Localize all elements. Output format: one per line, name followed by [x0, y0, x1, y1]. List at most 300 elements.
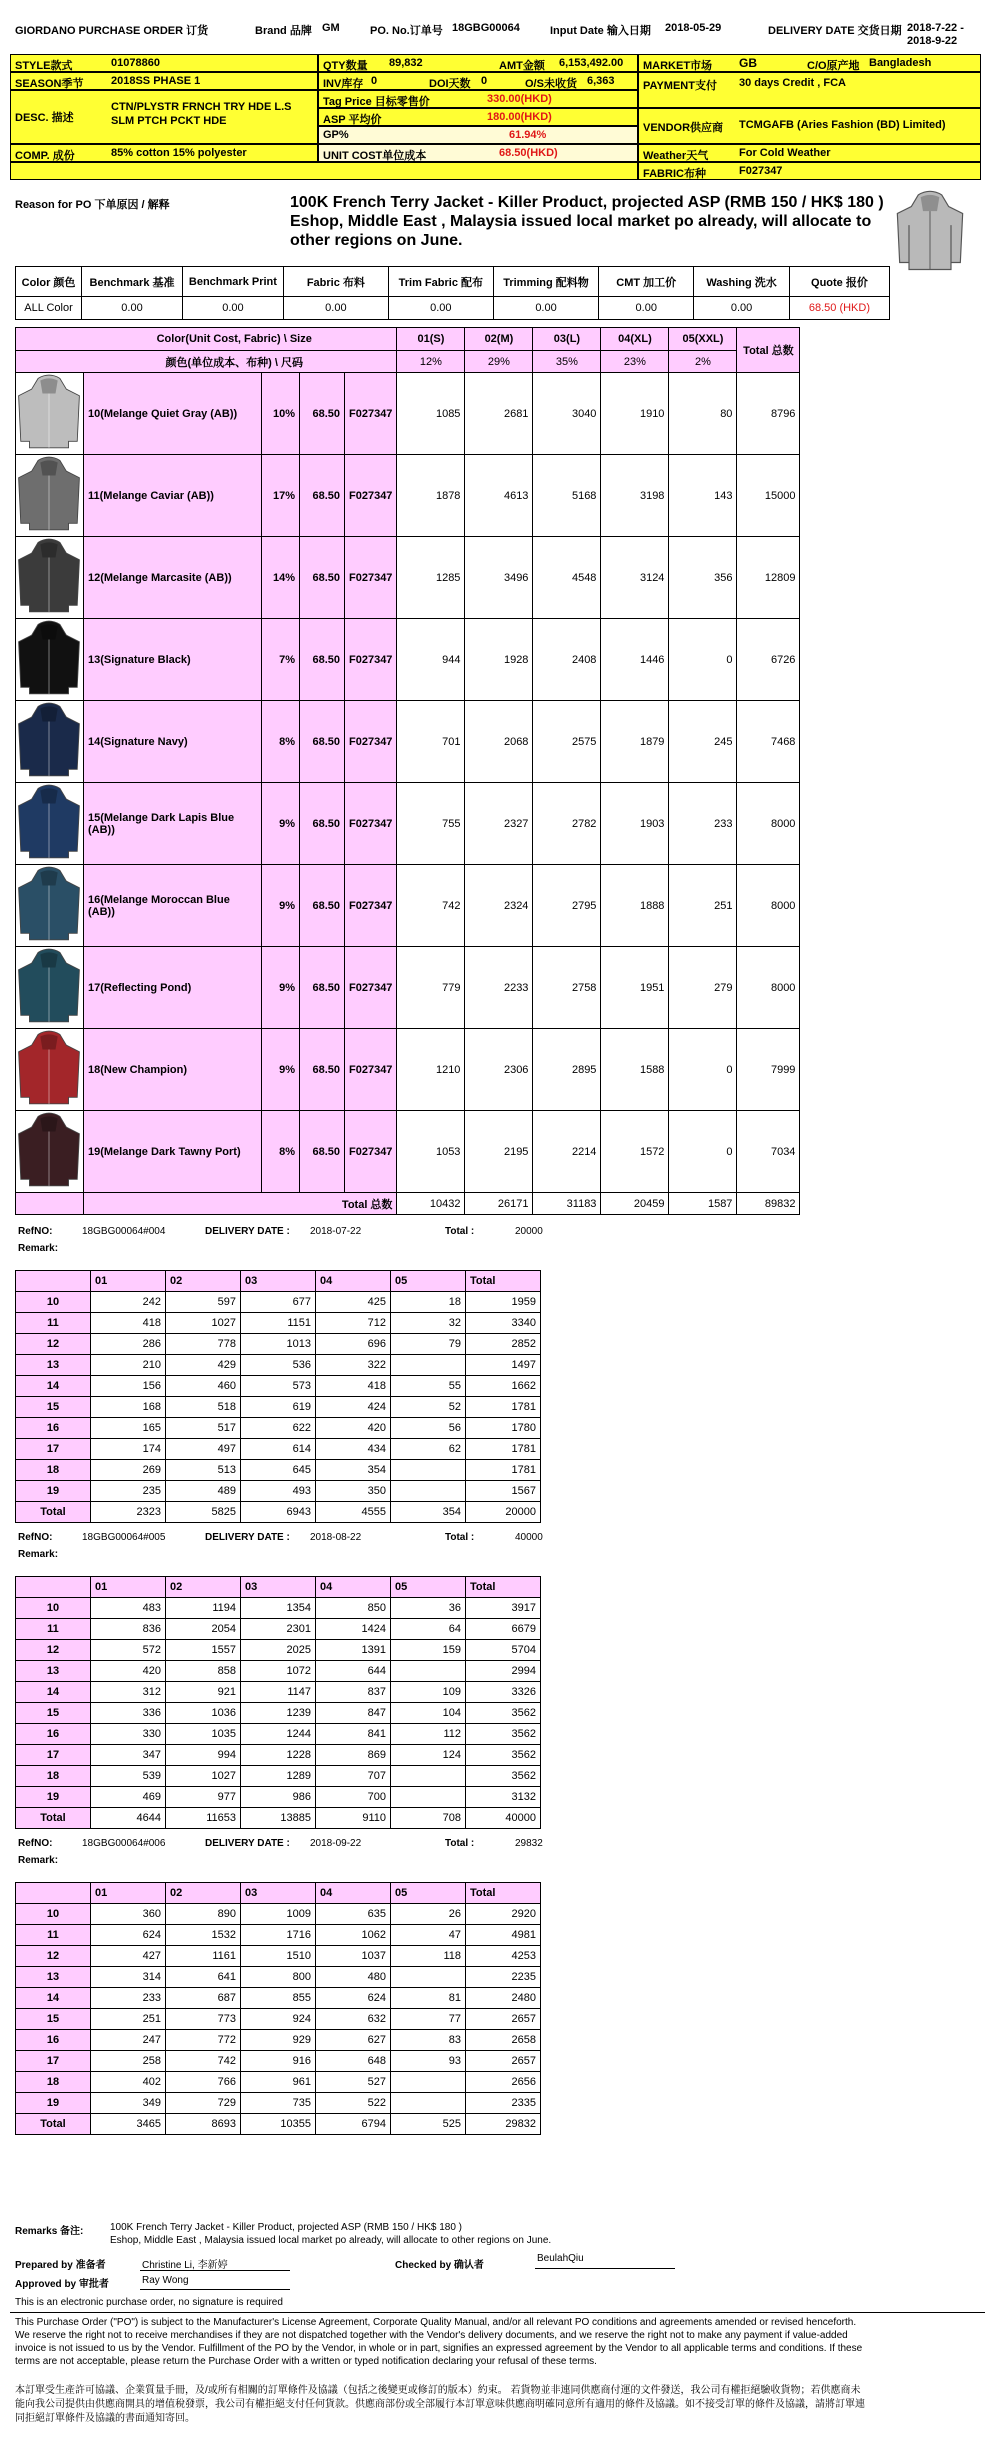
size-header: 04(XL)	[601, 328, 669, 351]
qty-cell: 0	[669, 1029, 737, 1111]
shipment-cell: 165	[91, 1418, 166, 1439]
color-cost: 68.50	[300, 701, 345, 783]
shipment-cell: 2335	[466, 2093, 541, 2114]
cost-header: Benchmark 基准	[82, 267, 183, 297]
matrix-row	[16, 701, 800, 783]
shipment-cell: 1354	[241, 1598, 316, 1619]
remarks-label: Remarks 备注:	[15, 2226, 84, 2237]
color-fabric: F027347	[345, 619, 397, 701]
shipment-cell: 641	[166, 1967, 241, 1988]
hoodie-icon	[16, 1112, 82, 1188]
shipment-cell: 55	[391, 1376, 466, 1397]
shipment-cell: 93	[391, 2051, 466, 2072]
shipment-cell: 64	[391, 1619, 466, 1640]
shipment-row-label: 18	[16, 1766, 91, 1787]
shipment-header: Total	[466, 1883, 541, 1904]
qty-cell: 2782	[533, 783, 601, 865]
shipment-cell: 349	[91, 2093, 166, 2114]
shipment-cell: 118	[391, 1946, 466, 1967]
shipment-cell: 469	[91, 1787, 166, 1808]
row-total: 7468	[737, 701, 800, 783]
shipment-cell: 513	[166, 1460, 241, 1481]
row-total: 8000	[737, 783, 800, 865]
row-total: 12809	[737, 537, 800, 619]
qty-cell: 0	[669, 1111, 737, 1193]
shipment-cell: 322	[316, 1355, 391, 1376]
qty-cell: 2195	[465, 1111, 533, 1193]
shipment-header	[16, 1883, 91, 1904]
qty-cell: 2758	[533, 947, 601, 1029]
shipment-cell: 235	[91, 1481, 166, 1502]
product-thumbnail	[895, 190, 965, 275]
qty-cell: 2408	[533, 619, 601, 701]
shipment-row-label: 14	[16, 1988, 91, 2009]
qty-cell: 2233	[465, 947, 533, 1029]
shipment-header: 02	[166, 1883, 241, 1904]
shipment-header: 04	[316, 1577, 391, 1598]
shipment-cell: 3326	[466, 1682, 541, 1703]
shipment-header: 03	[241, 1271, 316, 1292]
cost-header: Quote 报价	[789, 267, 889, 297]
shipment-cell: 286	[91, 1334, 166, 1355]
style-box	[10, 54, 318, 72]
brand-label: Brand 品牌	[255, 25, 312, 37]
shipment-cell: 56	[391, 1418, 466, 1439]
prepared-label: Prepared by 准备者	[15, 2260, 106, 2271]
cost-cell: ALL Color	[16, 297, 82, 320]
shipment-total-label: Total :	[445, 1838, 475, 1849]
amt-label: AMT金额	[499, 60, 545, 72]
shipment-cell: 2656	[466, 2072, 541, 2093]
remark-label: Remark:	[18, 1243, 59, 1254]
shipment-cell: 1244	[241, 1724, 316, 1745]
vendor-value: TCMGAFB (Aries Fashion (BD) Limited)	[739, 119, 946, 131]
shipment-cell: 921	[166, 1682, 241, 1703]
shipment-cell	[391, 1460, 466, 1481]
size-header: 05(XXL)	[669, 328, 737, 351]
grand-total-blank	[16, 1193, 84, 1215]
shipment-cell: 3917	[466, 1598, 541, 1619]
qty-cell: 4613	[465, 455, 533, 537]
delivery-label: DELIVERY DATE 交货日期	[768, 25, 902, 37]
qty-cell: 245	[669, 701, 737, 783]
shipment-cell	[391, 1787, 466, 1808]
color-cost: 68.50	[300, 947, 345, 1029]
shipment-cell: 572	[91, 1640, 166, 1661]
shipment-cell: 81	[391, 1988, 466, 2009]
payment-label: PAYMENT支付	[643, 80, 717, 92]
shipment-cell: 3562	[466, 1703, 541, 1724]
shipment-cell: 858	[166, 1661, 241, 1682]
color-cost: 68.50	[300, 619, 345, 701]
shipment-cell: 2994	[466, 1661, 541, 1682]
shipment-cell: 174	[91, 1439, 166, 1460]
fabric-label: FABRIC布种	[643, 168, 706, 180]
qty-cell: 701	[397, 701, 465, 783]
shipment-cell: 4253	[466, 1946, 541, 1967]
shipment-cell: 850	[316, 1598, 391, 1619]
shipment-cell: 986	[241, 1787, 316, 1808]
hoodie-icon	[895, 190, 965, 272]
shipment-row-label: 17	[16, 1745, 91, 1766]
color-pct: 8%	[262, 701, 300, 783]
doi-label: DOI天数	[429, 78, 471, 90]
shipment-cell: 847	[316, 1703, 391, 1724]
shipment-cell: 354	[316, 1460, 391, 1481]
shipment-row-label: 19	[16, 1787, 91, 1808]
shipment-total: 40000	[515, 1532, 543, 1543]
shipment-cell: 420	[316, 1418, 391, 1439]
shipment-cell: 489	[166, 1481, 241, 1502]
shipment-cell: 109	[391, 1682, 466, 1703]
ref-label: RefNO:	[18, 1226, 53, 1237]
shipment-cell: 8693	[166, 2114, 241, 2135]
unit-cost-box	[318, 144, 638, 162]
color-size-matrix	[15, 327, 800, 1215]
size-header: 02(M)	[465, 328, 533, 351]
shipment-header: 05	[391, 1577, 466, 1598]
shipment-cell: 916	[241, 2051, 316, 2072]
shipment-row-label: 16	[16, 1418, 91, 1439]
cost-header: Fabric 布料	[283, 267, 388, 297]
shipment-cell: 429	[166, 1355, 241, 1376]
shipment-cell: 1072	[241, 1661, 316, 1682]
shipment-cell: 1228	[241, 1745, 316, 1766]
qty-cell: 2068	[465, 701, 533, 783]
input-date-label: Input Date 输入日期	[550, 25, 651, 37]
shipment-cell: 841	[316, 1724, 391, 1745]
shipment-cell: 1662	[466, 1376, 541, 1397]
row-total: 8000	[737, 947, 800, 1029]
color-swatch-cell	[16, 701, 84, 783]
cost-header: Washing 洗水	[694, 267, 790, 297]
shipment-cell: 1239	[241, 1703, 316, 1724]
color-swatch-cell	[16, 1111, 84, 1193]
shipment-cell: 836	[91, 1619, 166, 1640]
shipment-cell: 645	[241, 1460, 316, 1481]
electronic-note: This is an electronic purchase order, no signature is required	[15, 2297, 283, 2308]
shipment-cell: 26	[391, 1904, 466, 1925]
checked-label: Checked by 确认者	[395, 2260, 484, 2271]
shipment-cell: 3132	[466, 1787, 541, 1808]
shipment-total: 20000	[515, 1226, 543, 1237]
shipment-cell: 424	[316, 1397, 391, 1418]
comp-box	[10, 144, 318, 162]
shipment-cell: 11653	[166, 1808, 241, 1829]
shipment-cell: 1147	[241, 1682, 316, 1703]
po-label: PO. No.订单号	[370, 25, 443, 37]
shipment-cell	[391, 1355, 466, 1376]
row-total: 15000	[737, 455, 800, 537]
shipment-header: 03	[241, 1577, 316, 1598]
color-cost: 68.50	[300, 1029, 345, 1111]
shipment-row-label: Total	[16, 2114, 91, 2135]
shipment-header: 01	[91, 1577, 166, 1598]
gp-box	[318, 126, 638, 144]
tag-value: 330.00(HKD)	[487, 93, 552, 105]
unit-cost-label: UNIT COST单位成本	[323, 150, 427, 162]
size-pct: 29%	[465, 351, 533, 373]
shipment-row-label: 16	[16, 1724, 91, 1745]
shipment-cell: 6943	[241, 1502, 316, 1523]
shipment-cell: 924	[241, 2009, 316, 2030]
company-title: GIORDANO PURCHASE ORDER 订货	[15, 25, 209, 37]
qty-cell: 1878	[397, 455, 465, 537]
color-pct: 9%	[262, 865, 300, 947]
qty-cell: 1085	[397, 373, 465, 455]
shipment-cell: 707	[316, 1766, 391, 1787]
shipment-cell: 624	[91, 1925, 166, 1946]
vendor-label: VENDOR供应商	[643, 122, 724, 134]
remark-label: Remark:	[18, 1855, 59, 1866]
shipment-header: 01	[91, 1883, 166, 1904]
ref-label: RefNO:	[18, 1532, 53, 1543]
shipment-cell: 735	[241, 2093, 316, 2114]
shipment-cell: 1424	[316, 1619, 391, 1640]
shipment-cell: 2323	[91, 1502, 166, 1523]
shipment-cell: 13885	[241, 1808, 316, 1829]
color-fabric: F027347	[345, 373, 397, 455]
shipment-row-label: 17	[16, 2051, 91, 2072]
shipment-row-label: 18	[16, 1460, 91, 1481]
market-label: MARKET市场	[643, 60, 713, 72]
ref-number: 18GBG00064#004	[82, 1226, 166, 1237]
shipment-cell: 855	[241, 1988, 316, 2009]
qty-cell: 4548	[533, 537, 601, 619]
shipment-cell	[391, 1766, 466, 1787]
shipment-cell: 1035	[166, 1724, 241, 1745]
shipment-row-label: 13	[16, 1967, 91, 1988]
color-cost: 68.50	[300, 783, 345, 865]
qty-cell: 1572	[601, 1111, 669, 1193]
style-value: 01078860	[111, 57, 160, 69]
shipment-cell	[391, 1661, 466, 1682]
shipment-cell: 929	[241, 2030, 316, 2051]
color-swatch-cell	[16, 783, 84, 865]
shipment-cell	[391, 1967, 466, 1988]
matrix-header-top: Color(Unit Cost, Fabric) \ Size	[16, 328, 397, 351]
shipment-cell: 156	[91, 1376, 166, 1397]
qty-cell: 1588	[601, 1029, 669, 1111]
color-pct: 9%	[262, 947, 300, 1029]
qty-box	[318, 54, 638, 72]
color-fabric: F027347	[345, 1111, 397, 1193]
qty-cell: 2795	[533, 865, 601, 947]
shipment-cell: 573	[241, 1376, 316, 1397]
shipment-row-label: 11	[16, 1925, 91, 1946]
qty-cell: 1285	[397, 537, 465, 619]
shipment-header: Total	[466, 1577, 541, 1598]
weather-box	[638, 144, 981, 162]
shipment-cell: 350	[316, 1481, 391, 1502]
color-cost: 68.50	[300, 373, 345, 455]
matrix-row	[16, 947, 800, 1029]
size-pct: 35%	[533, 351, 601, 373]
shipment-header	[16, 1577, 91, 1598]
color-name: 12(Melange Marcasite (AB))	[84, 537, 262, 619]
shipment-header: Total	[466, 1271, 541, 1292]
shipment-cell: 837	[316, 1682, 391, 1703]
shipment-cell: 742	[166, 2051, 241, 2072]
qty-cell: 1951	[601, 947, 669, 1029]
shipment-cell: 712	[316, 1313, 391, 1334]
tag-label: Tag Price 目标零售价	[323, 96, 430, 108]
origin-label: C/O原产地	[807, 60, 860, 72]
matrix-total-header: Total 总数	[737, 328, 800, 373]
os-label: O/S未收货	[525, 78, 577, 90]
reason-label: Reason for PO 下单原因 / 解释	[15, 199, 170, 211]
shipment-cell: 312	[91, 1682, 166, 1703]
shipment-ref	[18, 1226, 52, 1237]
market-value: GB	[739, 56, 757, 70]
shipment-cell: 4555	[316, 1502, 391, 1523]
shipment-cell: 700	[316, 1787, 391, 1808]
shipment-cell: 2920	[466, 1904, 541, 1925]
size-pct: 12%	[397, 351, 465, 373]
shipment-cell: 622	[241, 1418, 316, 1439]
qty-cell: 0	[669, 619, 737, 701]
shipment-row-label: 11	[16, 1619, 91, 1640]
shipment-cell: 251	[91, 2009, 166, 2030]
cost-cell: 0.00	[82, 297, 183, 320]
shipment-row-label: 13	[16, 1355, 91, 1376]
qty-cell: 279	[669, 947, 737, 1029]
shipment-cell: 79	[391, 1334, 466, 1355]
shipment-cell: 1781	[466, 1460, 541, 1481]
color-name: 10(Melange Quiet Gray (AB))	[84, 373, 262, 455]
cost-cell: 0.00	[388, 297, 493, 320]
doi-value: 0	[481, 75, 488, 87]
shipment-cell: 354	[391, 1502, 466, 1523]
shipment-cell: 32	[391, 1313, 466, 1334]
shipment-cell: 1567	[466, 1481, 541, 1502]
shipment-cell: 210	[91, 1355, 166, 1376]
color-swatch-cell	[16, 373, 84, 455]
shipment-cell: 1780	[466, 1418, 541, 1439]
color-fabric: F027347	[345, 783, 397, 865]
shipment-table	[15, 1270, 541, 1523]
shipment-cell: 4644	[91, 1808, 166, 1829]
shipment-cell: 1036	[166, 1703, 241, 1724]
color-swatch-cell	[16, 947, 84, 1029]
amt-value: 6,153,492.00	[559, 57, 624, 69]
shipment-cell: 168	[91, 1397, 166, 1418]
hoodie-icon	[16, 784, 82, 860]
inv-value: 0	[371, 75, 378, 87]
qty-cell: 143	[669, 455, 737, 537]
comp-value: 85% cotton 15% polyester	[111, 147, 247, 159]
qty-cell: 1210	[397, 1029, 465, 1111]
cost-cell: 0.00	[283, 297, 388, 320]
qty-cell: 1910	[601, 373, 669, 455]
qty-cell: 2324	[465, 865, 533, 947]
grand-total-cell: 89832	[737, 1193, 800, 1215]
shipment-row-label: 12	[16, 1946, 91, 1967]
shipment-row-label: 19	[16, 1481, 91, 1502]
shipment-row-label: 10	[16, 1904, 91, 1925]
row-total: 8796	[737, 373, 800, 455]
ref-number: 18GBG00064#006	[82, 1838, 166, 1849]
shipment-cell: 994	[166, 1745, 241, 1766]
qty-cell: 3198	[601, 455, 669, 537]
matrix-row	[16, 373, 800, 455]
shipment-cell: 112	[391, 1724, 466, 1745]
inv-label: INV库存	[323, 78, 364, 90]
checked-underline	[535, 2268, 675, 2269]
shipment-cell: 104	[391, 1703, 466, 1724]
shipment-cell: 1009	[241, 1904, 316, 1925]
color-name: 17(Reflecting Pond)	[84, 947, 262, 1029]
color-pct: 8%	[262, 1111, 300, 1193]
shipment-cell: 644	[316, 1661, 391, 1682]
shipment-cell: 1027	[166, 1313, 241, 1334]
shipment-cell: 1027	[166, 1766, 241, 1787]
market-box	[638, 54, 981, 72]
cost-cell: 0.00	[599, 297, 694, 320]
shipment-cell: 517	[166, 1418, 241, 1439]
shipment-table	[15, 1882, 541, 2135]
input-date: 2018-05-29	[665, 22, 722, 34]
qty-cell: 2306	[465, 1029, 533, 1111]
shipment-cell: 242	[91, 1292, 166, 1313]
shipment-cell: 18	[391, 1292, 466, 1313]
checked-value: BeulahQiu	[537, 2253, 584, 2264]
color-fabric: F027347	[345, 455, 397, 537]
shipment-cell: 36	[391, 1598, 466, 1619]
qty-cell: 2895	[533, 1029, 601, 1111]
color-fabric: F027347	[345, 865, 397, 947]
remarks-line-1: 100K French Terry Jacket - Killer Product, projected ASP (RMB 150 / HK$ 180 )	[110, 2222, 463, 2233]
inv-box	[318, 72, 638, 90]
quote-cell: 68.50 (HKD)	[789, 297, 889, 320]
qty-cell: 2575	[533, 701, 601, 783]
qty-cell: 2327	[465, 783, 533, 865]
qty-cell: 3496	[465, 537, 533, 619]
shipment-cell: 269	[91, 1460, 166, 1481]
shipment-cell: 1510	[241, 1946, 316, 1967]
color-fabric: F027347	[345, 947, 397, 1029]
reason-text: 100K French Terry Jacket - Killer Product, projected ASP (RMB 150 / HK$ 180 ) Eshop, Middle East , Malaysia issued local market po already, will allocate to other regions on June.	[290, 194, 884, 249]
color-name: 11(Melange Caviar (AB))	[84, 455, 262, 537]
grand-total-cell: 26171	[465, 1193, 533, 1215]
grand-total-cell: 31183	[533, 1193, 601, 1215]
matrix-row	[16, 1029, 800, 1111]
shipment-header: 04	[316, 1883, 391, 1904]
shipment-cell: 677	[241, 1292, 316, 1313]
shipment-row-label: 17	[16, 1439, 91, 1460]
shipment-row-label: 15	[16, 2009, 91, 2030]
desc-label: DESC. 描述	[15, 112, 74, 124]
color-cost: 68.50	[300, 1111, 345, 1193]
shipment-row-label: 14	[16, 1376, 91, 1397]
shipment-cell: 525	[391, 2114, 466, 2135]
shipment-cell: 627	[316, 2030, 391, 2051]
weather-label: Weather天气	[643, 150, 709, 162]
shipment-cell: 766	[166, 2072, 241, 2093]
vendor-box	[638, 108, 981, 144]
shipment-cell: 497	[166, 1439, 241, 1460]
row-total: 7999	[737, 1029, 800, 1111]
shipment-row-label: 14	[16, 1682, 91, 1703]
hoodie-icon	[16, 374, 82, 450]
shipment-cell: 20000	[466, 1502, 541, 1523]
cost-header: Color 颜色	[16, 267, 82, 297]
shipment-cell: 597	[166, 1292, 241, 1313]
shipment-cell: 493	[241, 1481, 316, 1502]
shipment-cell: 427	[91, 1946, 166, 1967]
cost-cell: 0.00	[182, 297, 283, 320]
shipment-cell: 83	[391, 2030, 466, 2051]
